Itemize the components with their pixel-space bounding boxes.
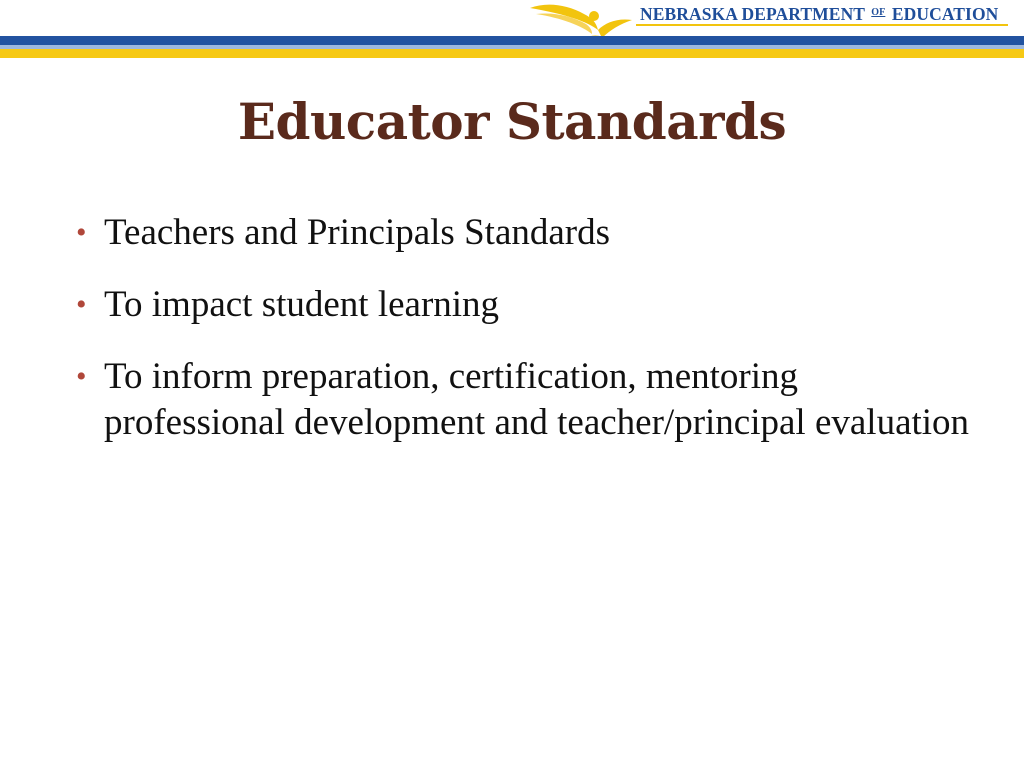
bullet-dot-icon: • bbox=[76, 288, 87, 321]
bullet-item bbox=[76, 210, 976, 256]
org-name-underline bbox=[636, 24, 1008, 26]
bullet-list bbox=[76, 210, 976, 472]
bullet-text: To inform preparation, certification, mentoring professional development and teacher/principal evaluation bbox=[104, 356, 970, 443]
bullet-dot-icon: • bbox=[76, 360, 87, 393]
bullet-text: To impact student learning bbox=[104, 284, 500, 325]
slide-title: Educator Standards bbox=[237, 92, 787, 151]
org-name-of: OF bbox=[871, 7, 886, 18]
header-stripe-blue bbox=[0, 36, 1024, 45]
bullet-item bbox=[76, 282, 976, 328]
bullet-dot-icon: • bbox=[76, 216, 87, 249]
org-name-part1: NEBRASKA DEPARTMENT bbox=[640, 4, 865, 24]
org-name-part2: EDUCATION bbox=[891, 4, 999, 24]
org-name bbox=[640, 4, 1010, 26]
bullet-text: Teachers and Principals Standards bbox=[104, 212, 611, 253]
header-stripe-gold bbox=[0, 49, 1024, 58]
bullet-item bbox=[76, 354, 976, 446]
